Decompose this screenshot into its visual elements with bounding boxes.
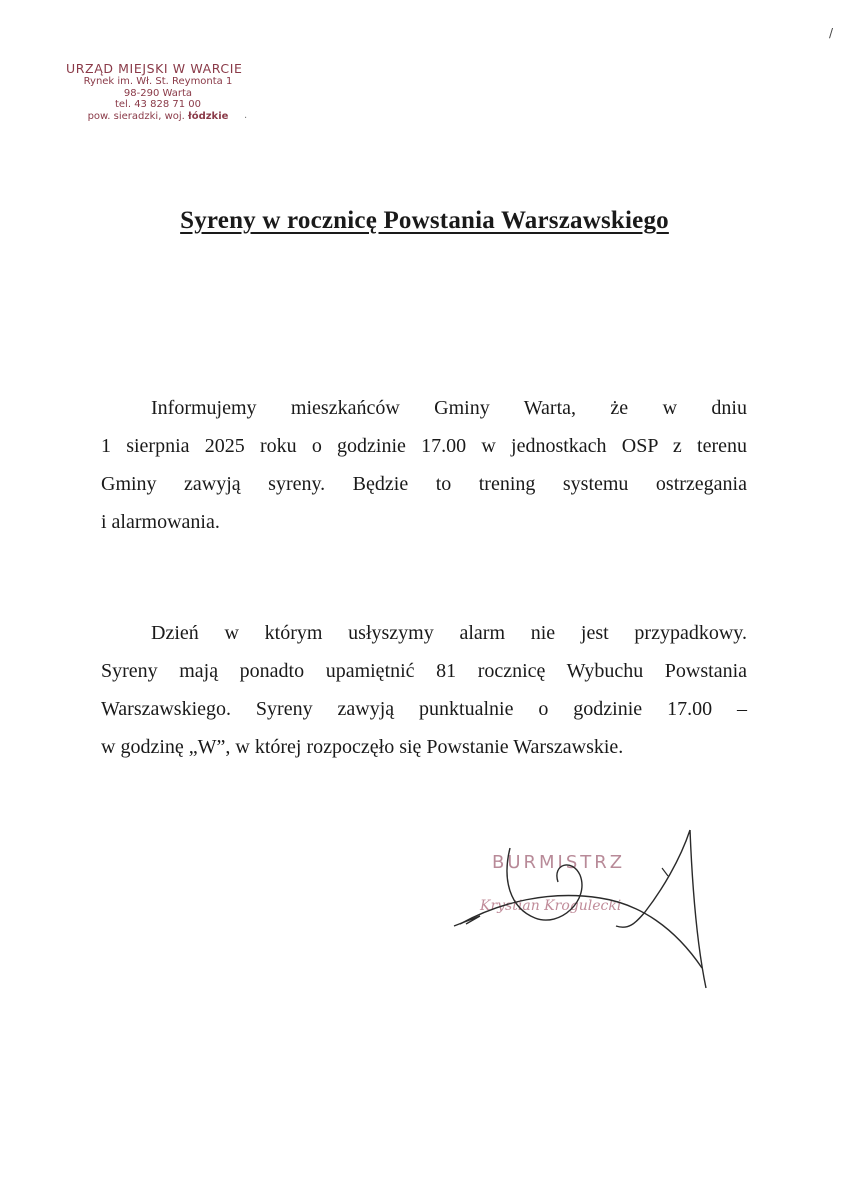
- stamp-address-line2: 98-290 Warta: [123, 87, 193, 99]
- paragraph2-line: w godzinę „W”, w której rozpoczęło się Powstanie Warszawskie.: [101, 736, 624, 758]
- stamp-phone: tel. 43 828 71 00: [114, 99, 201, 111]
- paragraph1-line: Gminy zawyją syreny. Będzie to trening systemu ostrzegania: [101, 473, 747, 495]
- paragraph1-line: Informujemy mieszkańców Gminy Warta, że w dniu: [151, 397, 747, 419]
- stamp-region-prefix: pow. sieradzki, woj.: [87, 110, 188, 122]
- handwritten-signature: [440, 820, 730, 1000]
- paragraph2-line: Warszawskiego. Syreny zawyją punktualnie o godzinie 17.00 –: [101, 698, 747, 720]
- office-stamp: [58, 62, 258, 122]
- signature-block: [440, 820, 730, 1000]
- paragraph1-line: i alarmowania.: [101, 511, 220, 533]
- stamp-office-name: URZĄD MIEJSKI W WARCIE: [66, 61, 243, 76]
- signature-stamp-title: BURMISTRZ: [492, 852, 626, 873]
- paragraph-commemoration: [101, 614, 747, 766]
- signature-stamp-name: Krystian Krogulecki: [480, 898, 622, 914]
- stamp-address-line1: Rynek im. Wł. St. Reymonta 1: [83, 76, 233, 88]
- paragraph-announcement: [101, 389, 747, 541]
- paragraph2-line: Dzień w którym usłyszymy alarm nie jest przypadkowy.: [151, 622, 747, 644]
- stamp-dot-mark: .: [244, 110, 248, 121]
- document-title: Syreny w rocznicę Powstania Warszawskiego: [180, 207, 669, 234]
- corner-mark: /: [829, 26, 834, 40]
- stamp-region: [58, 111, 258, 123]
- stamp-region-voivodeship: łódzkie: [188, 110, 229, 122]
- paragraph2-line: Syreny mają ponadto upamiętnić 81 rocznicę Wybuchu Powstania: [101, 660, 747, 682]
- paragraph1-line: 1 sierpnia 2025 roku o godzinie 17.00 w jednostkach OSP z terenu: [101, 435, 747, 457]
